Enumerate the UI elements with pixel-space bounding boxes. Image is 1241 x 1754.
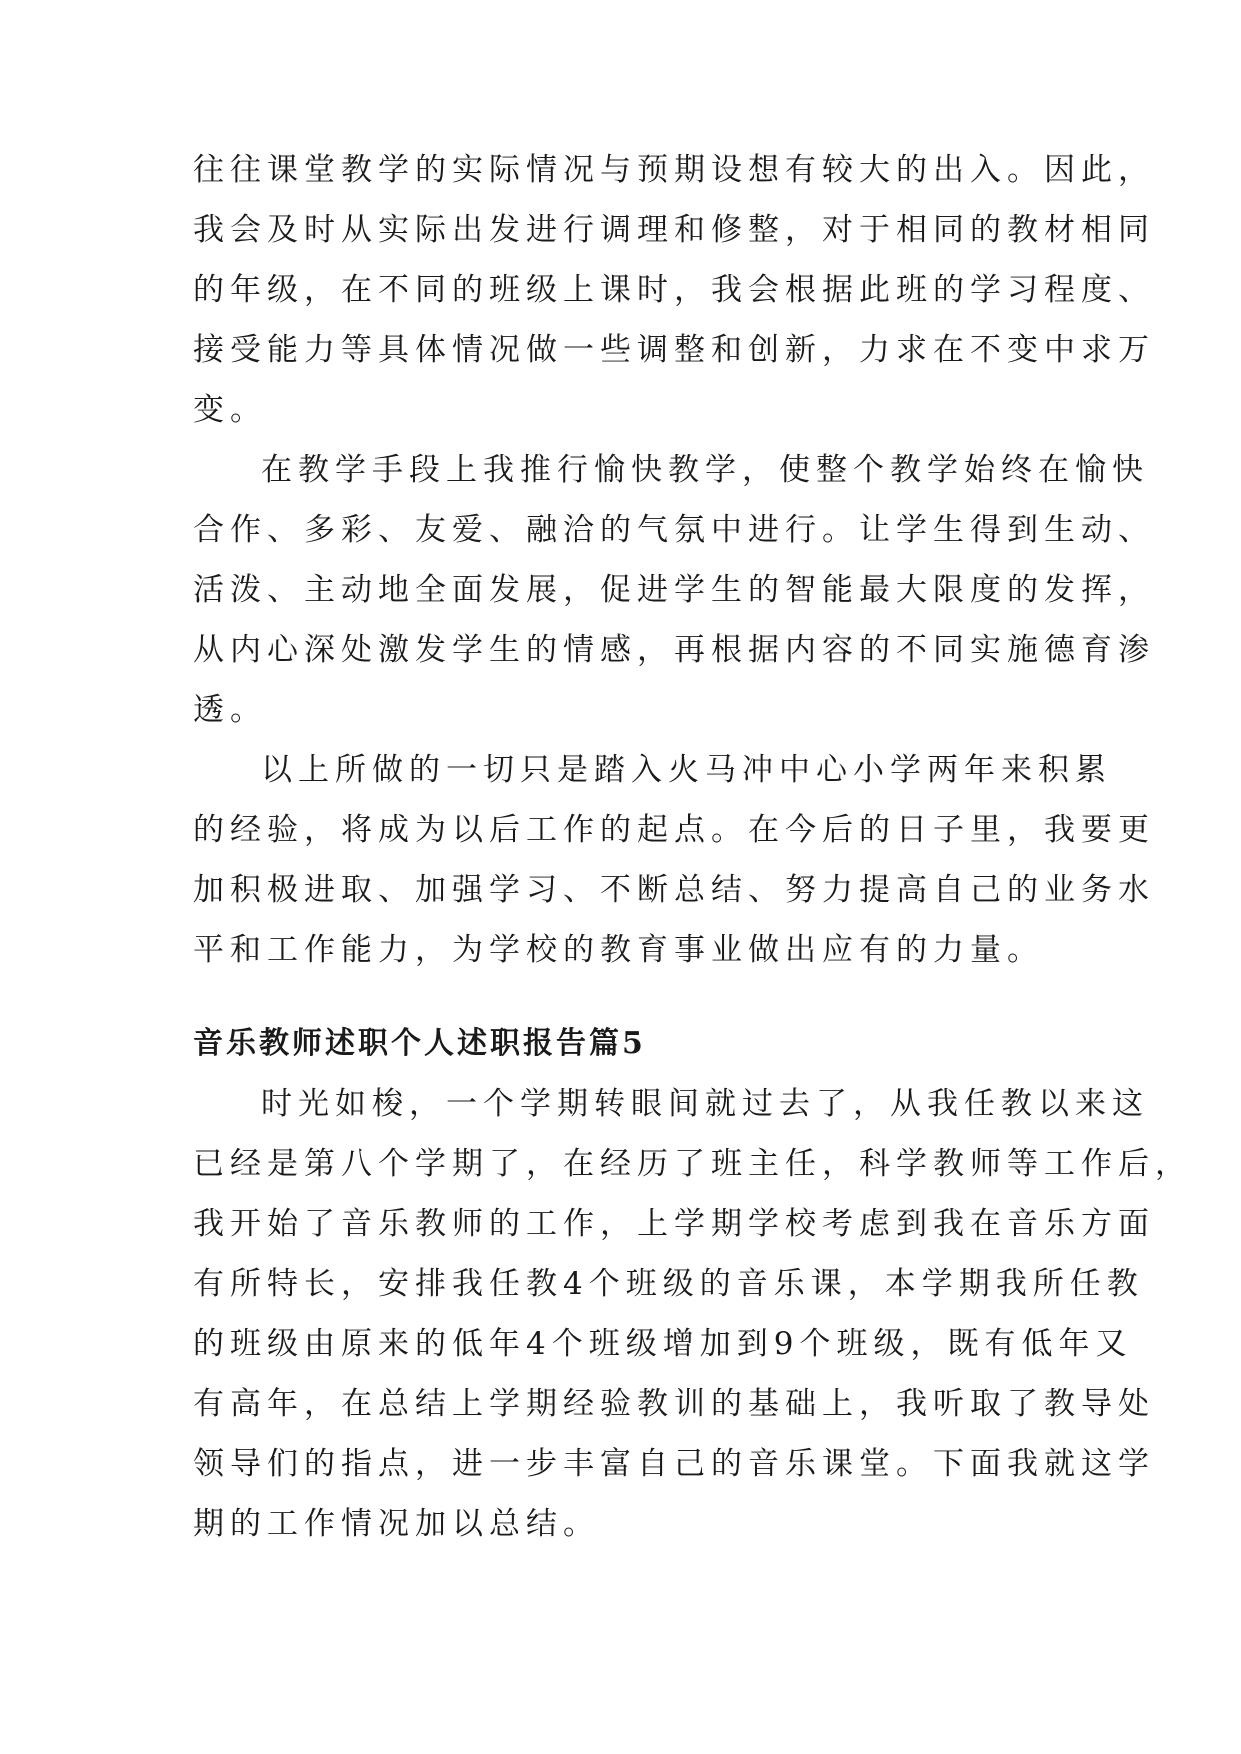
text-line: 我开始了音乐教师的工作，上学期学校考虑到我在音乐方面 [193, 1206, 1155, 1242]
text-line: 领导们的指点，进一步丰富自己的音乐课堂。下面我就这学 [193, 1446, 1155, 1482]
paragraph-3 [193, 740, 1155, 980]
paragraph-1 [193, 140, 1155, 440]
text-line: 变。 [193, 392, 267, 428]
section-5 [193, 1014, 1192, 1554]
text-line: 的班级由原来的低年4个班级增加到9个班级，既有低年又 [193, 1326, 1133, 1362]
text-line: 从内心深处激发学生的情感，再根据内容的不同实施德育渗 [193, 632, 1155, 668]
text-line: 平和工作能力，为学校的教育事业做出应有的力量。 [193, 932, 1044, 968]
section-title: 音乐教师述职个人述职报告篇5 [193, 1026, 646, 1061]
body-text-top [193, 140, 1155, 980]
text-line: 的年级，在不同的班级上课时，我会根据此班的学习程度、 [193, 272, 1155, 308]
text-line: 在教学手段上我推行愉快教学，使整个教学始终在愉快 [261, 452, 1149, 488]
text-line: 加积极进取、加强学习、不断总结、努力提高自己的业务水 [193, 872, 1155, 908]
text-line: 已经是第八个学期了，在经历了班主任，科学教师等工作后， [193, 1146, 1192, 1182]
text-line: 以上所做的一切只是踏入火马冲中心小学两年来积累 [261, 752, 1112, 788]
text-line: 时光如梭，一个学期转眼间就过去了，从我任教以来这 [261, 1086, 1149, 1122]
paragraph-4 [193, 1074, 1192, 1554]
text-line: 的经验，将成为以后工作的起点。在今后的日子里，我要更 [193, 812, 1155, 848]
text-line: 有所特长，安排我任教4个班级的音乐课，本学期我所任教 [193, 1266, 1144, 1302]
text-line: 往往课堂教学的实际情况与预期设想有较大的出入。因此， [193, 152, 1155, 188]
text-line: 接受能力等具体情况做一些调整和创新，力求在不变中求万 [193, 332, 1155, 368]
paragraph-2 [193, 440, 1155, 740]
text-line: 合作、多彩、友爱、融洽的气氛中进行。让学生得到生动、 [193, 512, 1155, 548]
text-line: 透。 [193, 692, 267, 728]
text-line: 我会及时从实际出发进行调理和修整，对于相同的教材相同 [193, 212, 1155, 248]
text-line: 有高年，在总结上学期经验教训的基础上，我听取了教导处 [193, 1386, 1155, 1422]
text-line: 活泼、主动地全面发展，促进学生的智能最大限度的发挥， [193, 572, 1155, 608]
text-line: 期的工作情况加以总结。 [193, 1506, 600, 1542]
